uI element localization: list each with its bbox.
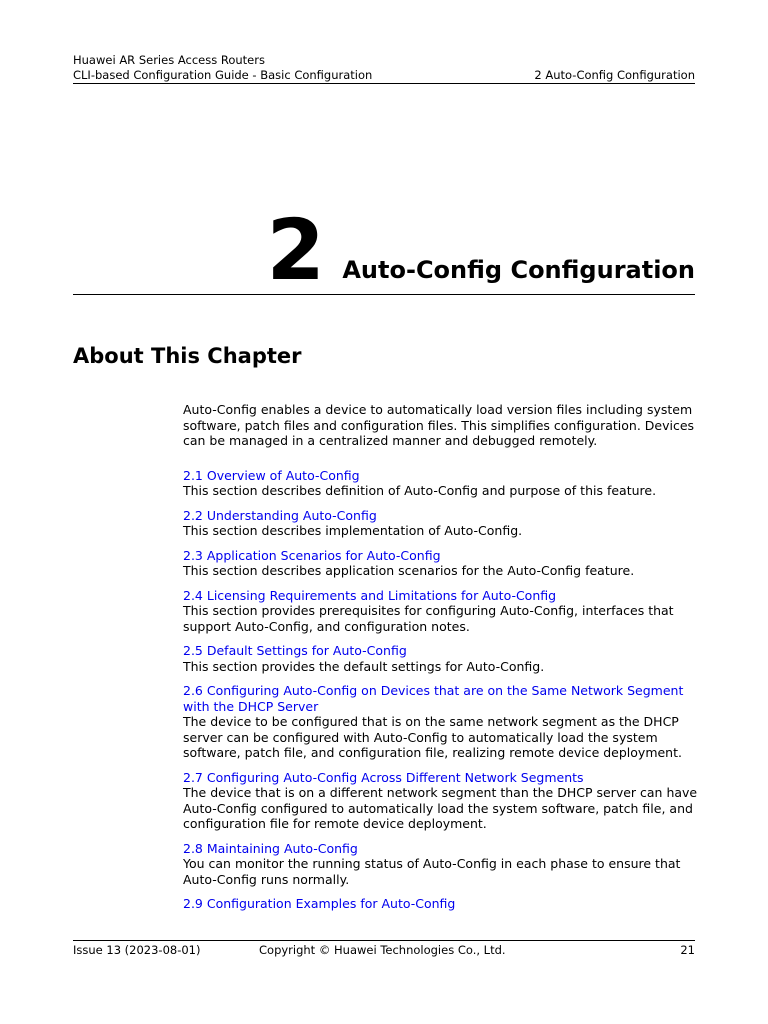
- header-product: Huawei AR Series Access Routers: [73, 53, 265, 67]
- toc-entry: [183, 548, 698, 579]
- toc-desc: This section describes definition of Auto-Config and purpose of this feature.: [183, 483, 657, 498]
- toc-desc: This section describes application scenarios for the Auto-Config feature.: [183, 563, 635, 578]
- toc-entry: [183, 841, 698, 888]
- toc-link-2-3[interactable]: 2.3 Application Scenarios for Auto-Config: [183, 547, 441, 563]
- page-footer: [73, 940, 695, 960]
- toc-entry: [183, 896, 698, 912]
- toc-entry: [183, 683, 698, 761]
- toc-desc: This section provides prerequisites for configuring Auto-Config, interfaces that support Auto-Config, and configuration notes.: [183, 603, 674, 634]
- chapter-contents: [183, 402, 698, 921]
- toc-entry: [183, 643, 698, 674]
- toc-link-2-2[interactable]: 2.2 Understanding Auto-Config: [183, 507, 377, 523]
- toc-entry: [183, 588, 698, 635]
- toc-entry: [183, 508, 698, 539]
- intro-paragraph: Auto-Config enables a device to automatically load version files including system software, patch files and configuration files. This simplifies configuration. Devices can be managed in a centralized manner and debugged remotely.: [183, 402, 695, 448]
- toc-desc: The device that is on a different network segment than the DHCP server can have Auto-Config configured to automatically load the system software, patch file, and configuration file for remote device deployment.: [183, 785, 698, 831]
- toc-desc: This section describes implementation of Auto-Config.: [183, 523, 523, 538]
- footer-copyright: Copyright © Huawei Technologies Co., Ltd.: [259, 943, 506, 957]
- footer-issue: Issue 13 (2023-08-01): [73, 943, 201, 957]
- header-chapter-ref: 2 Auto-Config Configuration: [534, 68, 695, 82]
- toc-desc: This section provides the default settings for Auto-Config.: [183, 658, 545, 674]
- toc-entry: [183, 468, 698, 499]
- header-guide: CLI-based Configuration Guide - Basic Configuration: [73, 68, 373, 82]
- toc-entry: [183, 770, 698, 832]
- toc-link-2-9[interactable]: 2.9 Configuration Examples for Auto-Config: [183, 896, 456, 911]
- about-heading: About This Chapter: [73, 344, 302, 368]
- toc-desc: The device to be configured that is on the same network segment as the DHCP server can be configured with Auto-Config to automatically load the system software, patch file, and configuration file, realizing remote device deployment.: [183, 714, 682, 760]
- toc-desc: You can monitor the running status of Auto-Config in each phase to ensure that Auto-Config runs normally.: [183, 856, 681, 887]
- chapter-title: Auto-Config Configuration: [342, 256, 695, 284]
- page-number: 21: [680, 943, 695, 957]
- toc-link-2-7[interactable]: 2.7 Configuring Auto-Config Across Different Network Segments: [183, 769, 584, 785]
- toc-link-2-8[interactable]: 2.8 Maintaining Auto-Config: [183, 840, 358, 856]
- page-header: [73, 53, 695, 84]
- toc-link-2-4[interactable]: 2.4 Licensing Requirements and Limitations for Auto-Config: [183, 587, 557, 603]
- toc-link-2-1[interactable]: 2.1 Overview of Auto-Config: [183, 467, 360, 483]
- toc-link-2-5[interactable]: 2.5 Default Settings for Auto-Config: [183, 643, 407, 658]
- chapter-heading: [73, 201, 695, 299]
- toc-link-2-6[interactable]: 2.6 Configuring Auto-Config on Devices that are on the Same Network Segment with the DHCP Server: [183, 683, 684, 714]
- chapter-number: 2: [266, 201, 323, 299]
